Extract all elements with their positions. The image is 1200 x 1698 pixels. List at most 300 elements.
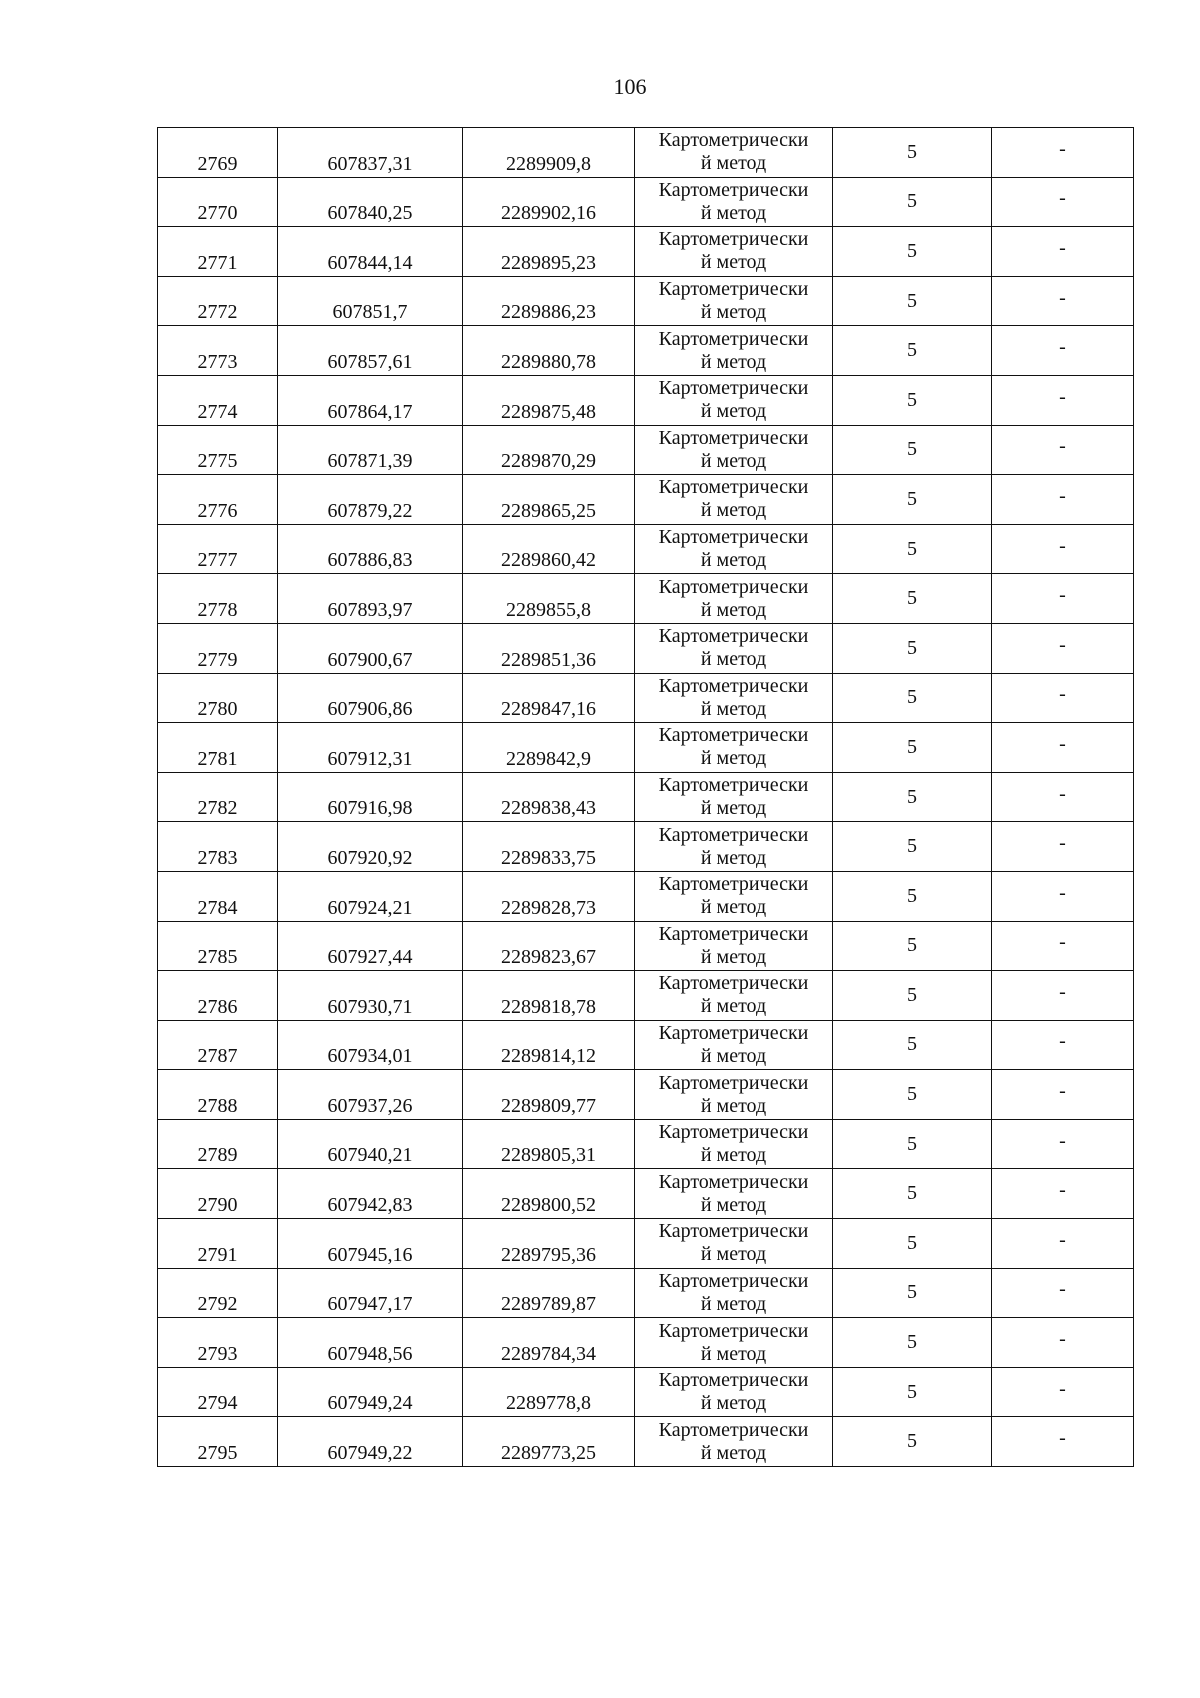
x-coordinate-value: 607948,56 (327, 1342, 413, 1365)
x-coordinate-value: 607857,61 (327, 350, 413, 373)
y-coordinate-value: 2289902,16 (501, 202, 596, 225)
method-label: Картометрически й метод (658, 526, 809, 572)
method-label: Картометрически й метод (658, 972, 809, 1018)
y-coordinate-cell (463, 574, 635, 624)
page-number: 106 (613, 74, 647, 99)
error-value: 5 (907, 239, 917, 262)
method-label: Картометрически й метод (658, 1071, 809, 1117)
error-value: 5 (907, 1182, 917, 1205)
note-value: - (1059, 782, 1066, 805)
error-cell (833, 475, 992, 525)
error-value: 5 (907, 1083, 917, 1106)
point-number: 2787 (197, 1045, 238, 1068)
method-cell (635, 921, 833, 971)
note-value: - (1059, 236, 1066, 259)
note-cell (992, 1268, 1134, 1318)
y-coordinate-cell (463, 375, 635, 425)
table-row (158, 822, 1134, 872)
error-value: 5 (907, 785, 917, 808)
error-cell (833, 326, 992, 376)
y-coordinate-cell (463, 723, 635, 773)
table-row (158, 623, 1134, 673)
point-number-cell (158, 723, 278, 773)
y-coordinate-cell (463, 971, 635, 1021)
note-cell (992, 227, 1134, 277)
method-cell (635, 276, 833, 326)
x-coordinate-cell (278, 1318, 463, 1368)
point-number: 2786 (197, 995, 238, 1018)
table-row (158, 574, 1134, 624)
note-value: - (1059, 534, 1066, 557)
note-cell (992, 723, 1134, 773)
method-label: Картометрически й метод (658, 278, 809, 324)
y-coordinate-value: 2289842,9 (506, 747, 591, 770)
method-label: Картометрически й метод (658, 724, 809, 770)
method-label: Картометрически й метод (658, 625, 809, 671)
error-cell (833, 1020, 992, 1070)
error-value: 5 (907, 1331, 917, 1354)
note-value: - (1059, 1328, 1066, 1351)
coordinates-table-body (158, 128, 1134, 1467)
y-coordinate-value: 2289865,25 (501, 499, 596, 522)
table-row (158, 1318, 1134, 1368)
x-coordinate-value: 607920,92 (327, 846, 413, 869)
error-cell (833, 1070, 992, 1120)
x-coordinate-value: 607906,86 (327, 698, 413, 721)
error-value: 5 (907, 339, 917, 362)
method-label: Картометрически й метод (658, 327, 809, 373)
x-coordinate-value: 607864,17 (327, 400, 413, 423)
note-value: - (1059, 1228, 1066, 1251)
x-coordinate-cell (278, 871, 463, 921)
point-number: 2770 (197, 202, 238, 225)
x-coordinate-value: 607924,21 (327, 896, 413, 919)
point-number-cell (158, 623, 278, 673)
x-coordinate-cell (278, 128, 463, 178)
method-cell (635, 971, 833, 1021)
point-number-cell (158, 475, 278, 525)
method-cell (635, 1367, 833, 1417)
point-number-cell (158, 1169, 278, 1219)
x-coordinate-cell (278, 177, 463, 227)
y-coordinate-cell (463, 177, 635, 227)
table-row (158, 971, 1134, 1021)
x-coordinate-value: 607949,24 (327, 1392, 413, 1415)
method-label: Картометрически й метод (658, 823, 809, 869)
x-coordinate-cell (278, 772, 463, 822)
note-cell (992, 425, 1134, 475)
table-row (158, 128, 1134, 178)
x-coordinate-value: 607893,97 (327, 598, 413, 621)
y-coordinate-cell (463, 623, 635, 673)
method-cell (635, 425, 833, 475)
note-value: - (1059, 1080, 1066, 1103)
note-cell (992, 1318, 1134, 1368)
error-value: 5 (907, 1281, 917, 1304)
method-label: Картометрически й метод (658, 1220, 809, 1266)
note-value: - (1059, 584, 1066, 607)
point-number-cell (158, 1367, 278, 1417)
point-number-cell (158, 871, 278, 921)
table-row (158, 723, 1134, 773)
method-label: Картометрически й метод (658, 426, 809, 472)
point-number-cell (158, 276, 278, 326)
x-coordinate-value: 607940,21 (327, 1144, 413, 1167)
method-label: Картометрически й метод (658, 1418, 809, 1464)
y-coordinate-cell (463, 1119, 635, 1169)
error-cell (833, 1119, 992, 1169)
table-row (158, 227, 1134, 277)
method-cell (635, 326, 833, 376)
point-number: 2778 (197, 598, 238, 621)
error-value: 5 (907, 388, 917, 411)
y-coordinate-cell (463, 1169, 635, 1219)
point-number: 2772 (197, 301, 238, 324)
error-value: 5 (907, 1033, 917, 1056)
note-cell (992, 971, 1134, 1021)
error-value: 5 (907, 289, 917, 312)
note-value: - (1059, 1179, 1066, 1202)
note-value: - (1059, 286, 1066, 309)
table-row (158, 1268, 1134, 1318)
note-cell (992, 871, 1134, 921)
y-coordinate-cell (463, 1417, 635, 1467)
table-row (158, 1020, 1134, 1070)
note-value: - (1059, 732, 1066, 755)
y-coordinate-value: 2289851,36 (501, 648, 596, 671)
point-number: 2782 (197, 797, 238, 820)
note-value: - (1059, 931, 1066, 954)
method-cell (635, 1318, 833, 1368)
note-cell (992, 1367, 1134, 1417)
method-cell (635, 1070, 833, 1120)
error-value: 5 (907, 438, 917, 461)
error-cell (833, 227, 992, 277)
coordinates-table (157, 127, 1134, 1467)
error-cell (833, 871, 992, 921)
error-value: 5 (907, 735, 917, 758)
error-cell (833, 673, 992, 723)
table-row (158, 375, 1134, 425)
error-cell (833, 524, 992, 574)
table-row (158, 1119, 1134, 1169)
y-coordinate-value: 2289886,23 (501, 301, 596, 324)
y-coordinate-cell (463, 871, 635, 921)
point-number-cell (158, 128, 278, 178)
error-value: 5 (907, 1430, 917, 1453)
method-label: Картометрически й метод (658, 575, 809, 621)
error-value: 5 (907, 1380, 917, 1403)
error-cell (833, 276, 992, 326)
error-cell (833, 772, 992, 822)
method-cell (635, 475, 833, 525)
x-coordinate-cell (278, 921, 463, 971)
note-value: - (1059, 633, 1066, 656)
point-number: 2775 (197, 450, 238, 473)
error-cell (833, 1268, 992, 1318)
point-number: 2789 (197, 1144, 238, 1167)
method-cell (635, 524, 833, 574)
y-coordinate-value: 2289809,77 (501, 1094, 596, 1117)
x-coordinate-value: 607927,44 (327, 946, 413, 969)
note-cell (992, 1169, 1134, 1219)
x-coordinate-cell (278, 723, 463, 773)
table-row (158, 425, 1134, 475)
point-number-cell (158, 326, 278, 376)
y-coordinate-value: 2289795,36 (501, 1243, 596, 1266)
point-number: 2785 (197, 946, 238, 969)
method-label: Картометрически й метод (658, 674, 809, 720)
error-cell (833, 623, 992, 673)
point-number: 2777 (197, 549, 238, 572)
point-number-cell (158, 524, 278, 574)
error-value: 5 (907, 140, 917, 163)
note-value: - (1059, 1427, 1066, 1450)
y-coordinate-value: 2289847,16 (501, 698, 596, 721)
error-cell (833, 1219, 992, 1269)
x-coordinate-value: 607912,31 (327, 747, 413, 770)
x-coordinate-value: 607900,67 (327, 648, 413, 671)
y-coordinate-cell (463, 227, 635, 277)
note-cell (992, 673, 1134, 723)
x-coordinate-value: 607930,71 (327, 995, 413, 1018)
x-coordinate-cell (278, 475, 463, 525)
method-label: Картометрически й метод (658, 1021, 809, 1067)
x-coordinate-cell (278, 1268, 463, 1318)
x-coordinate-cell (278, 1020, 463, 1070)
note-cell (992, 524, 1134, 574)
point-number: 2779 (197, 648, 238, 671)
point-number-cell (158, 375, 278, 425)
note-cell (992, 326, 1134, 376)
point-number-cell (158, 921, 278, 971)
x-coordinate-value: 607844,14 (327, 251, 413, 274)
error-value: 5 (907, 983, 917, 1006)
x-coordinate-cell (278, 227, 463, 277)
method-cell (635, 1119, 833, 1169)
y-coordinate-cell (463, 1219, 635, 1269)
y-coordinate-cell (463, 1070, 635, 1120)
error-value: 5 (907, 487, 917, 510)
table-row (158, 475, 1134, 525)
method-cell (635, 623, 833, 673)
error-cell (833, 971, 992, 1021)
point-number: 2793 (197, 1342, 238, 1365)
y-coordinate-cell (463, 921, 635, 971)
method-label: Картометрически й метод (658, 476, 809, 522)
y-coordinate-value: 2289778,8 (506, 1392, 591, 1415)
point-number: 2776 (197, 499, 238, 522)
y-coordinate-value: 2289805,31 (501, 1144, 596, 1167)
point-number-cell (158, 574, 278, 624)
x-coordinate-cell (278, 326, 463, 376)
x-coordinate-cell (278, 524, 463, 574)
note-cell (992, 276, 1134, 326)
table-row (158, 524, 1134, 574)
method-cell (635, 227, 833, 277)
y-coordinate-value: 2289838,43 (501, 797, 596, 820)
x-coordinate-value: 607916,98 (327, 797, 413, 820)
x-coordinate-value: 607886,83 (327, 549, 413, 572)
x-coordinate-cell (278, 971, 463, 1021)
method-label: Картометрически й метод (658, 1319, 809, 1365)
y-coordinate-cell (463, 475, 635, 525)
note-cell (992, 921, 1134, 971)
y-coordinate-value: 2289800,52 (501, 1194, 596, 1217)
method-label: Картометрически й метод (658, 129, 809, 175)
point-number-cell (158, 772, 278, 822)
y-coordinate-value: 2289823,67 (501, 946, 596, 969)
y-coordinate-value: 2289789,87 (501, 1293, 596, 1316)
method-cell (635, 673, 833, 723)
x-coordinate-cell (278, 1367, 463, 1417)
point-number: 2783 (197, 846, 238, 869)
x-coordinate-cell (278, 425, 463, 475)
point-number: 2781 (197, 747, 238, 770)
y-coordinate-value: 2289875,48 (501, 400, 596, 423)
y-coordinate-cell (463, 673, 635, 723)
x-coordinate-cell (278, 1169, 463, 1219)
note-cell (992, 574, 1134, 624)
x-coordinate-cell (278, 1219, 463, 1269)
x-coordinate-value: 607945,16 (327, 1243, 413, 1266)
point-number: 2774 (197, 400, 238, 423)
error-value: 5 (907, 1132, 917, 1155)
point-number: 2773 (197, 350, 238, 373)
error-value: 5 (907, 190, 917, 213)
point-number: 2791 (197, 1243, 238, 1266)
error-cell (833, 177, 992, 227)
table-row (158, 673, 1134, 723)
y-coordinate-value: 2289860,42 (501, 549, 596, 572)
method-label: Картометрически й метод (658, 873, 809, 919)
note-value: - (1059, 1129, 1066, 1152)
y-coordinate-cell (463, 425, 635, 475)
method-label: Картометрически й метод (658, 1170, 809, 1216)
table-row (158, 921, 1134, 971)
error-value: 5 (907, 636, 917, 659)
note-cell (992, 1417, 1134, 1467)
y-coordinate-value: 2289880,78 (501, 350, 596, 373)
point-number: 2769 (197, 152, 238, 175)
point-number-cell (158, 177, 278, 227)
x-coordinate-cell (278, 574, 463, 624)
note-value: - (1059, 881, 1066, 904)
x-coordinate-value: 607837,31 (327, 152, 413, 175)
x-coordinate-cell (278, 1070, 463, 1120)
point-number: 2771 (197, 251, 238, 274)
y-coordinate-value: 2289909,8 (506, 152, 591, 175)
note-cell (992, 772, 1134, 822)
y-coordinate-value: 2289895,23 (501, 251, 596, 274)
y-coordinate-value: 2289818,78 (501, 995, 596, 1018)
point-number: 2780 (197, 698, 238, 721)
x-coordinate-value: 607871,39 (327, 450, 413, 473)
note-cell (992, 1020, 1134, 1070)
x-coordinate-value: 607840,25 (327, 202, 413, 225)
point-number: 2790 (197, 1194, 238, 1217)
y-coordinate-cell (463, 1318, 635, 1368)
error-cell (833, 425, 992, 475)
method-label: Картометрически й метод (658, 1369, 809, 1415)
method-label: Картометрически й метод (658, 228, 809, 274)
note-value: - (1059, 980, 1066, 1003)
note-cell (992, 822, 1134, 872)
error-value: 5 (907, 835, 917, 858)
note-cell (992, 177, 1134, 227)
table-row (158, 871, 1134, 921)
method-label: Картометрически й метод (658, 774, 809, 820)
note-cell (992, 623, 1134, 673)
method-label: Картометрически й метод (658, 178, 809, 224)
x-coordinate-cell (278, 276, 463, 326)
method-cell (635, 1169, 833, 1219)
note-value: - (1059, 1030, 1066, 1053)
y-coordinate-cell (463, 772, 635, 822)
note-value: - (1059, 683, 1066, 706)
point-number-cell (158, 1219, 278, 1269)
note-cell (992, 475, 1134, 525)
method-label: Картометрически й метод (658, 1121, 809, 1167)
point-number-cell (158, 822, 278, 872)
error-cell (833, 1318, 992, 1368)
table-row (158, 1169, 1134, 1219)
error-value: 5 (907, 934, 917, 957)
method-cell (635, 1020, 833, 1070)
x-coordinate-value: 607937,26 (327, 1094, 413, 1117)
x-coordinate-cell (278, 623, 463, 673)
error-value: 5 (907, 884, 917, 907)
x-coordinate-value: 607942,83 (327, 1194, 413, 1217)
point-number-cell (158, 1119, 278, 1169)
point-number-cell (158, 1417, 278, 1467)
method-cell (635, 177, 833, 227)
x-coordinate-value: 607851,7 (332, 301, 408, 324)
x-coordinate-value: 607947,17 (327, 1293, 413, 1316)
method-cell (635, 723, 833, 773)
method-cell (635, 1219, 833, 1269)
x-coordinate-cell (278, 1119, 463, 1169)
error-value: 5 (907, 1231, 917, 1254)
method-label: Картометрически й метод (658, 377, 809, 423)
error-cell (833, 822, 992, 872)
error-cell (833, 375, 992, 425)
error-value: 5 (907, 686, 917, 709)
note-cell (992, 1070, 1134, 1120)
x-coordinate-cell (278, 673, 463, 723)
note-cell (992, 1219, 1134, 1269)
method-cell (635, 375, 833, 425)
x-coordinate-value: 607934,01 (327, 1045, 413, 1068)
y-coordinate-cell (463, 276, 635, 326)
point-number-cell (158, 971, 278, 1021)
table-row (158, 276, 1134, 326)
y-coordinate-cell (463, 1367, 635, 1417)
point-number-cell (158, 227, 278, 277)
error-cell (833, 1367, 992, 1417)
table-row (158, 177, 1134, 227)
x-coordinate-cell (278, 1417, 463, 1467)
error-cell (833, 574, 992, 624)
y-coordinate-cell (463, 822, 635, 872)
error-cell (833, 1417, 992, 1467)
note-value: - (1059, 187, 1066, 210)
method-cell (635, 1417, 833, 1467)
y-coordinate-cell (463, 326, 635, 376)
point-number-cell (158, 1020, 278, 1070)
table-row (158, 1070, 1134, 1120)
error-value: 5 (907, 537, 917, 560)
